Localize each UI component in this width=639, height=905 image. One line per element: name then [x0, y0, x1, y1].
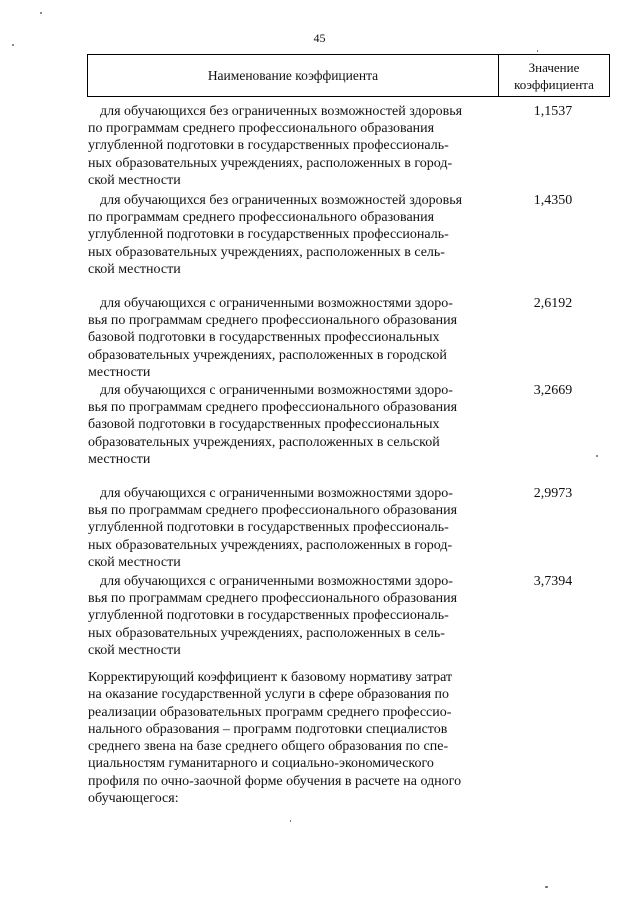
header-coefficient-value: [499, 55, 609, 96]
coefficient-value: 2,6192: [533, 296, 573, 311]
scan-speck: [12, 44, 14, 46]
coefficient-description: для обучающихся с ограниченными возможностями здоро- вья по программам среднего профессионального образования углубленной подготовки в государственных профессиональ- ных образовательных учреждениях, расположенных в сель- ской местности: [88, 574, 458, 658]
scan-speck: [40, 12, 42, 14]
coefficient-value: 1,4350: [533, 193, 573, 208]
table-header: [87, 54, 610, 97]
coefficient-value: 2,9973: [533, 486, 573, 501]
scan-speck: [596, 455, 598, 457]
corrective-coefficient-paragraph: Корректирующий коэффициент к базовому нормативу затрат на оказание государственной услуги в сфере образования по реализации образовательных программ среднего профессио- нального образования – программ подготовки специалистов среднего звена на базе среднего общего образования по спе- циальностям гуманитарного и социально-экономического профиля по очно-заочной форме обучения в расчете на одного обучающегося:: [88, 670, 462, 807]
coefficient-description: для обучающихся без ограниченных возможностей здоровья по программам среднего профессионального образования углубленной подготовки в государственных профессиональ- ных образовательных учреждениях, расположенных в сель- ской местности: [88, 193, 463, 277]
coefficient-description: для обучающихся с ограниченными возможностями здоро- вья по программам среднего профессионального образования углубленной подготовки в государственных профессиональ- ных образовательных учреждениях, расположенных в город- ской местности: [88, 486, 458, 570]
scan-speck: [545, 886, 548, 888]
scan-speck: [290, 820, 291, 822]
coefficient-description: для обучающихся с ограниченными возможностями здоро- вья по программам среднего профессионального образования базовой подготовки в государственных профессиональных образовательных учреждениях, расположенных в сельской местности: [88, 383, 458, 467]
header-coefficient-name: Наименование коэффициента: [88, 55, 499, 96]
coefficient-description: для обучающихся с ограниченными возможностями здоро- вья по программам среднего профессионального образования базовой подготовки в государственных профессиональных образовательных учреждениях, расположенных в городской местности: [88, 296, 458, 380]
header-coefficient-value-label: Значение коэффициента: [514, 59, 594, 92]
coefficient-value: 3,2669: [533, 383, 573, 398]
coefficient-value: 1,1537: [533, 104, 573, 119]
coefficient-value: 3,7394: [533, 574, 573, 589]
scan-speck: [537, 50, 538, 52]
page-number: 45: [313, 31, 326, 45]
coefficient-description: для обучающихся без ограниченных возможностей здоровья по программам среднего профессионального образования углубленной подготовки в государственных профессиональ- ных образовательных учреждениях, расположенных в город- ской местности: [88, 104, 463, 188]
